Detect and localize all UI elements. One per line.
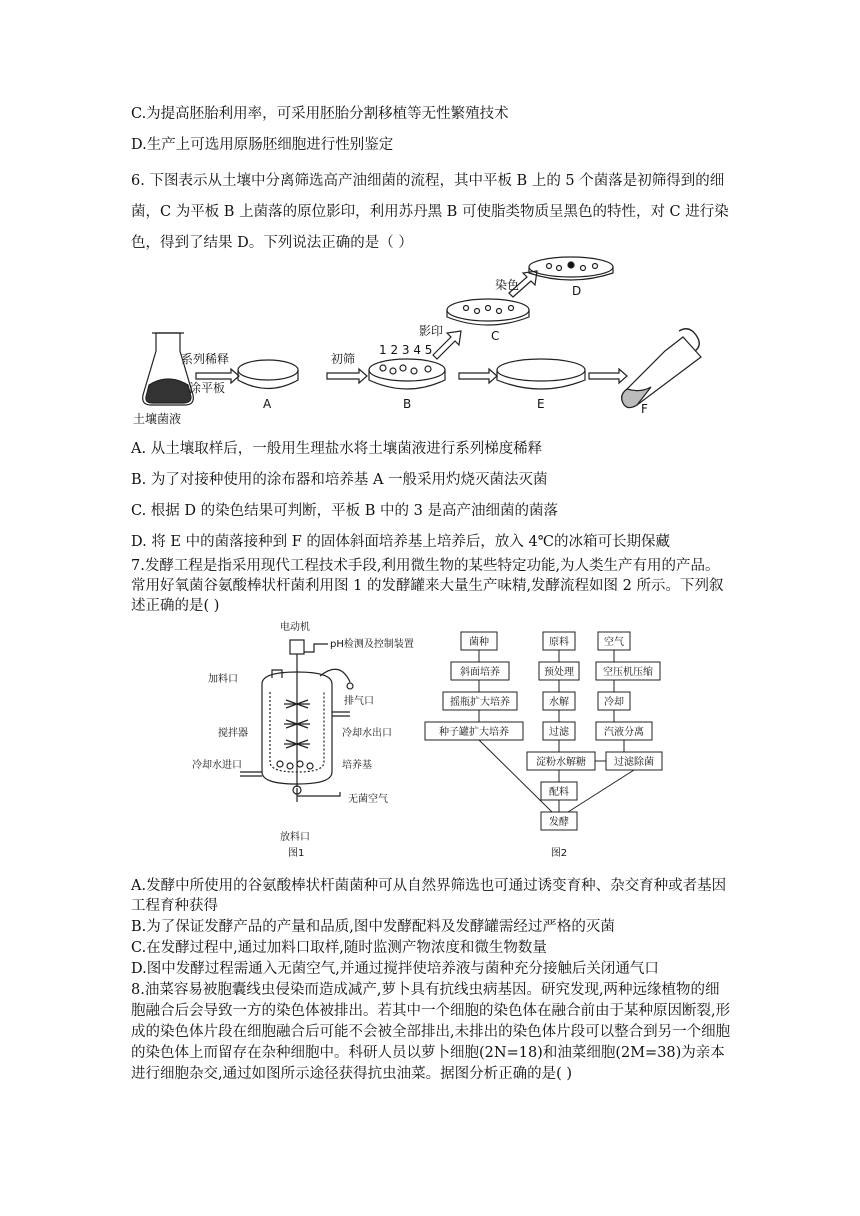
fig2-ferment: 发酵 [549,817,569,828]
label-cool-in: 冷却水进口 [192,760,242,771]
fig2-c2-0: 原料 [549,637,569,648]
label-air: 无菌空气 [348,794,388,805]
step-stain: 染色 [495,278,520,292]
q7-option-a: A.发酵中所使用的谷氨酸棒状杆菌菌种可从自然界筛选也可通过诱变育种、杂交育种或者基因工程育种获得 [131,878,727,914]
q7-option-c: C.在发酵过程中,通过加料口取样,随时监测产物浓度和微生物数量 [131,940,547,956]
step-dilute: 系列稀释 [181,352,230,366]
q6-option-b: B. 为了对接种使用的涂布器和培养基 A 一般采用灼烧灭菌法灭菌 [131,472,548,488]
q6-figure [131,245,731,425]
colony-numbers: 1 2 3 4 5 [379,343,433,357]
fig1-caption: 图1 [288,848,305,859]
fig2-c2-3: 过滤 [549,727,569,738]
q7-stem: 7.发酵工程是指采用现代工程技术手段,利用微生物的某些特定功能,为人类生产有用的产品。常用好氧菌谷氨酸棒状杆菌利用图 1 的发酵罐来大量生产味精,发酵流程如图 2 所示。下列叙述正确的是( ) [131,558,724,614]
fig2-mix: 配料 [549,787,569,798]
fig2-c2-2: 水解 [549,697,569,708]
label-f: F [641,402,648,416]
q7-option-b: B.为了保证发酵产品的产量和品质,图中发酵配料及发酵罐需经过严格的灭菌 [131,919,615,935]
q5-option-c: C.为提高胚胎利用率，可采用胚胎分割移植等无性繁殖技术 [131,106,509,122]
label-exhaust: 排气口 [344,696,374,707]
label-motor: 电动机 [280,622,310,633]
label-stirrer: 搅拌器 [218,728,248,739]
label-c: C [491,329,500,343]
fig2-c2-4: 淀粉水解糖 [536,757,586,768]
q6-stem: 6. 下图表示从土壤中分离筛选高产油细菌的流程，其中平板 B 上的 5 个菌落是初筛得到的细菌，C 为平板 B 上菌落的原位影印，利用苏丹黑 B 可使脂类物质呈黑色的特性，对 C 进行染色，得到了结果 D。下列说法正确的是（ ） [131,173,729,251]
fig2-c2-1: 预处理 [544,667,574,678]
q6-option-c: C. 根据 D 的染色结果可判断，平板 B 中的 3 是高产油细菌的菌落 [131,503,558,519]
fig2-c1-0: 菌种 [469,637,489,648]
flask-label: 土壤菌液 [133,412,182,425]
label-e: E [537,397,545,411]
label-ph: pH检测及控制装置 [330,639,414,650]
fig2-c1-1: 斜面培养 [460,667,500,678]
q7-option-d: D.图中发酵过程需通入无菌空气,并通过搅拌使培养液与菌种充分接触后关闭通气口 [131,961,659,977]
label-cool-out: 冷却水出口 [342,728,392,739]
step-replica: 影印 [419,324,444,338]
label-medium: 培养基 [342,760,372,771]
q6-option-d: D. 将 E 中的菌落接种到 F 的固体斜面培养基上培养后，放入 4℃的冰箱可长期保藏 [131,534,670,550]
fig2-c1-3: 种子罐扩大培养 [439,727,509,738]
label-b: B [403,397,412,411]
step-screen: 初筛 [331,352,356,366]
label-d: D [572,284,582,298]
fig2-c3-4: 过滤除菌 [614,757,654,768]
q5-option-d: D.生产上可选用原肠胚细胞进行性别鉴定 [131,137,394,153]
q7-fig2 [420,626,670,861]
step-spread: 涂平板 [189,381,226,395]
q6-option-a: A. 从土壤取样后，一般用生理盐水将土壤菌液进行系列梯度稀释 [131,441,543,457]
fig2-c3-1: 空压机压缩 [603,667,653,678]
label-discharge: 放料口 [280,832,310,843]
fig2-c3-2: 冷却 [604,697,624,708]
q8-stem: 8.油菜容易被胞囊线虫侵染而造成减产,萝卜具有抗线虫病基因。研究发现,两种远缘植物的细胞融合后会导致一方的染色体被排出。若其中一个细胞的染色体在融合前由于某种原因断裂,形成的染色体片段在细胞融合后可能不会被全部排出,未排出的染色体片段可以整合到另一个细胞的染色体上而留存在杂种细胞中。科研人员以萝卜细胞(2N=18)和油菜细胞(2M=38)为亲本进行细胞杂交,通过如图所示途径获得抗虫油菜。据图分析正确的是( ) [131,982,731,1082]
fig2-c1-2: 摇瓶扩大培养 [450,697,510,708]
q7-fig1 [180,612,420,862]
fig2-c3-0: 空气 [604,637,624,648]
label-a: A [263,397,272,411]
label-feed: 加料口 [208,674,238,685]
fig2-c3-3: 汽液分离 [604,727,644,738]
fig2-caption: 图2 [550,848,568,859]
